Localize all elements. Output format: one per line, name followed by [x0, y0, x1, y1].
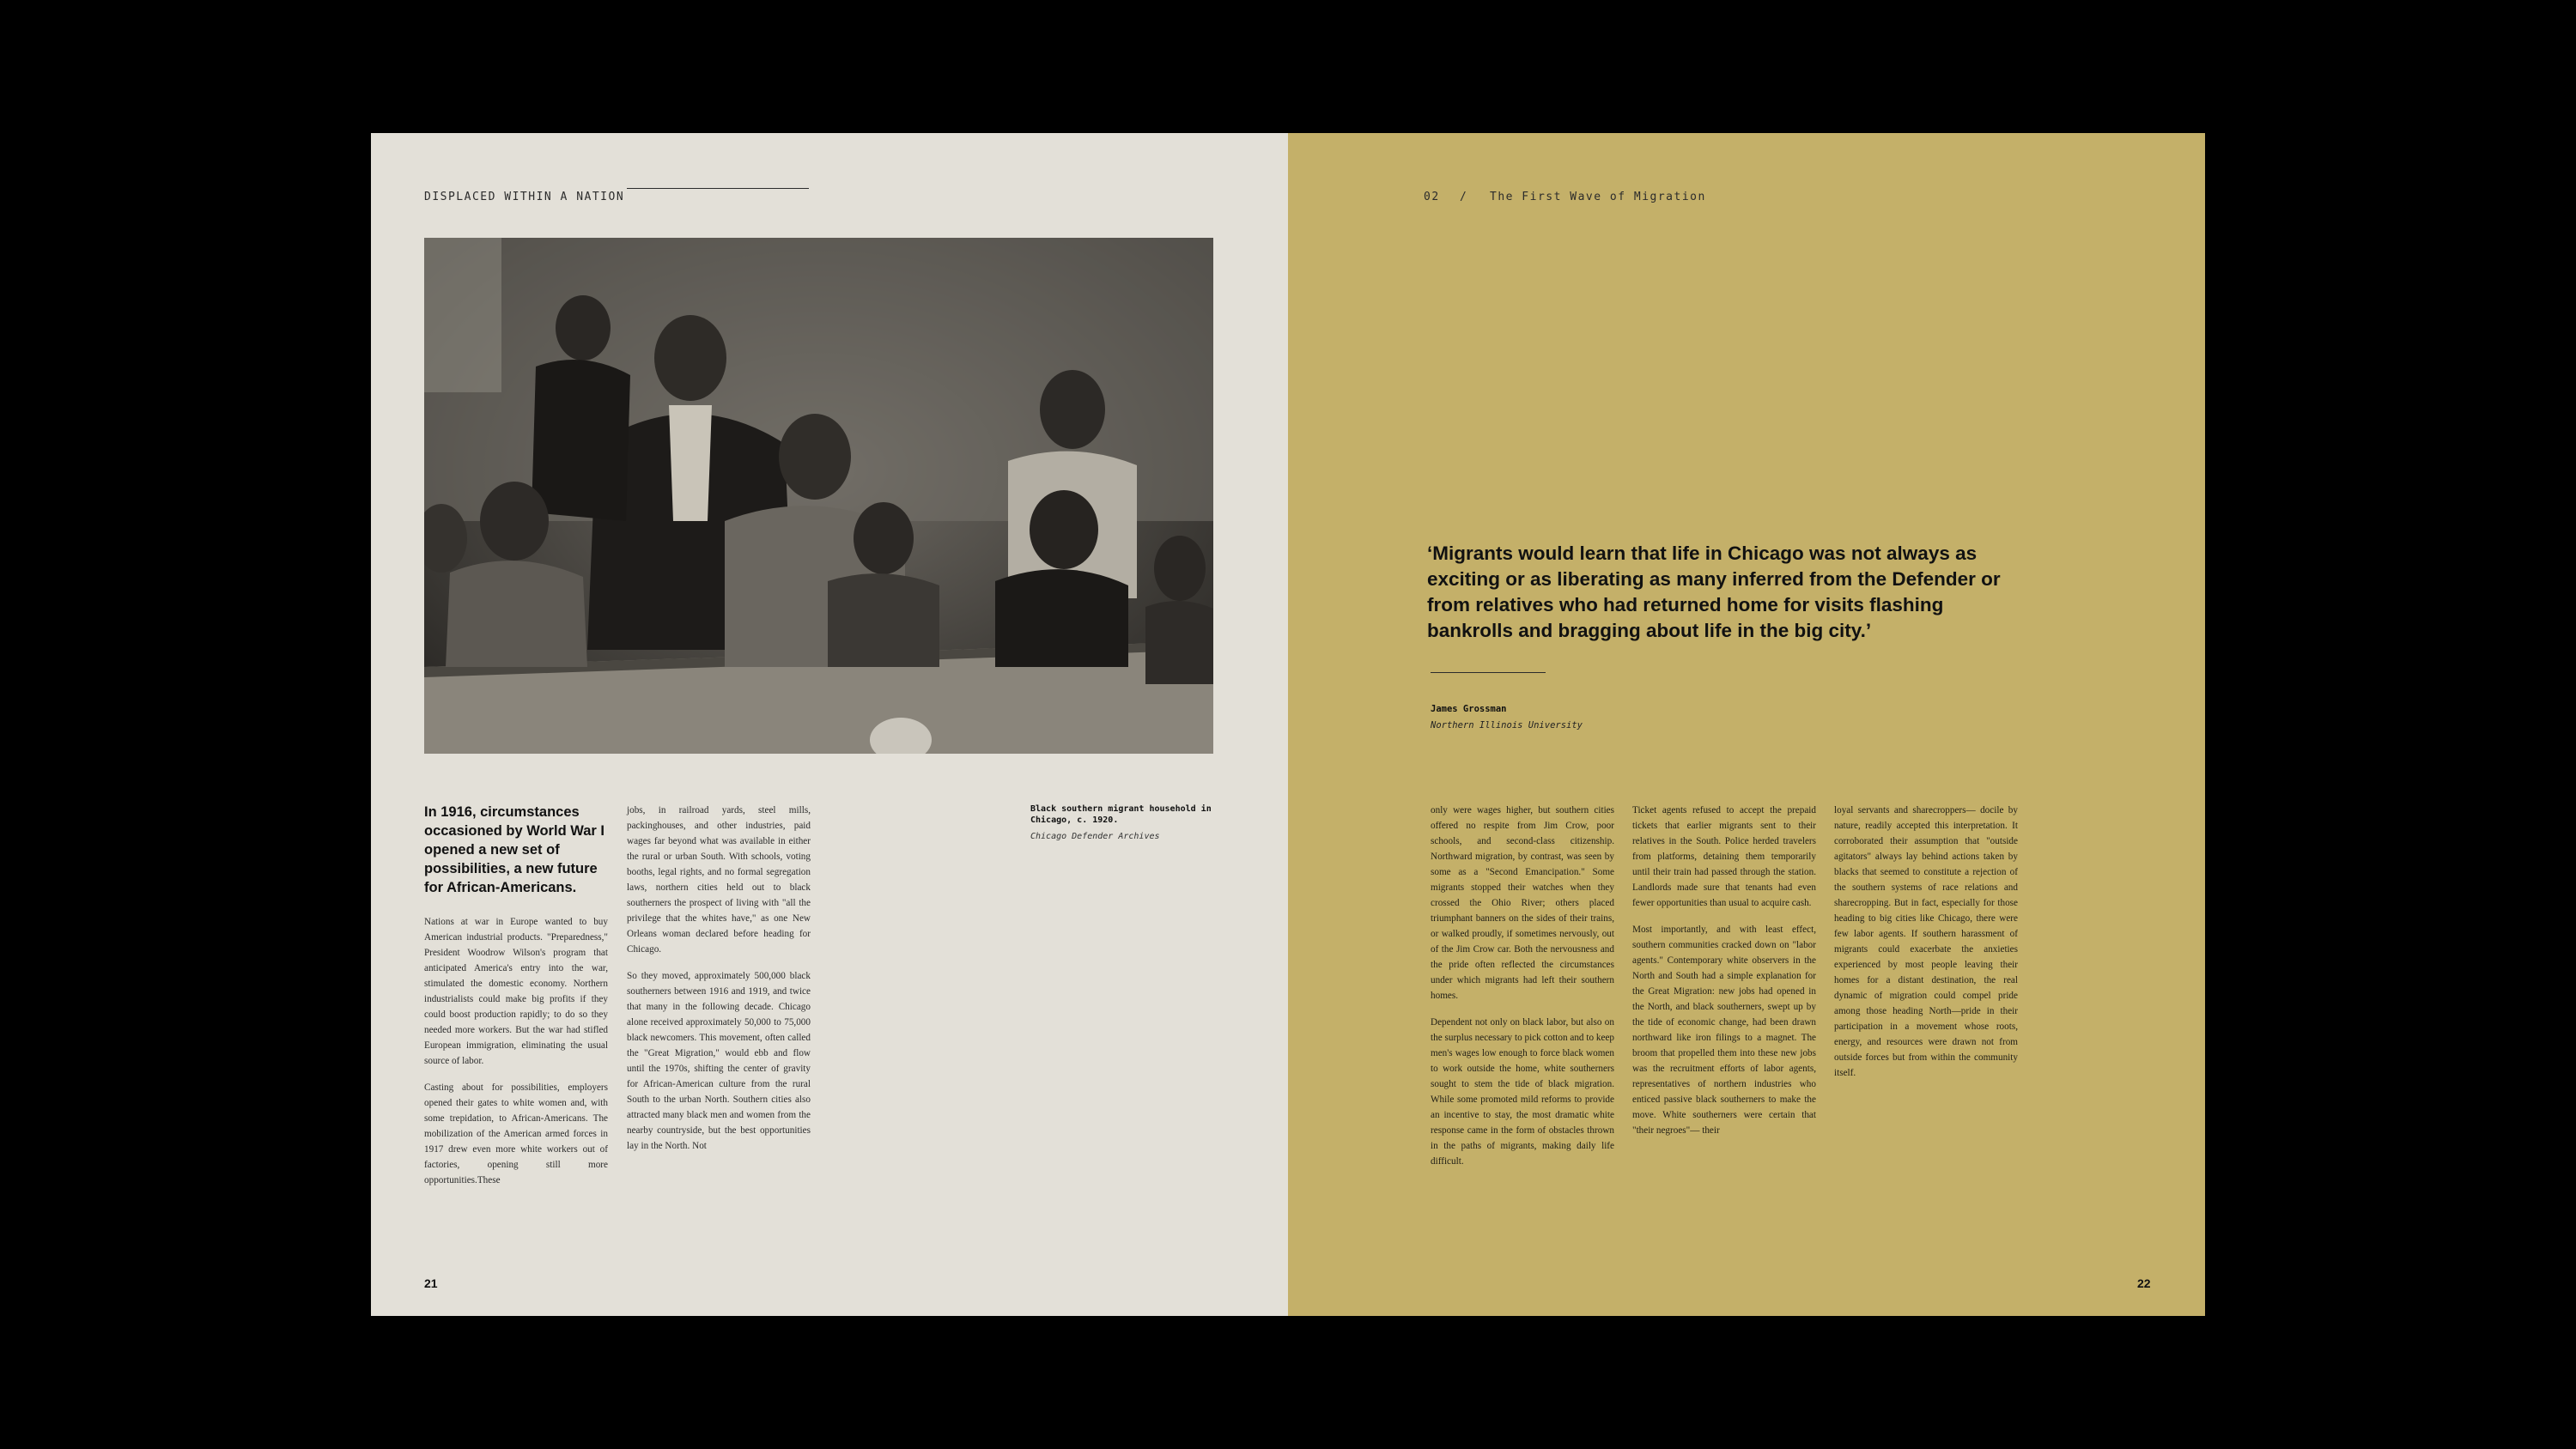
body-paragraph: Dependent not only on black labor, but also on the surplus necessary to pick cotton and to keep men's wages low enough to force black women to work outside the home, white southerners sought to stem the tide of black migration. While some promoted mild reforms to provide an incentive to stay, the most dramatic white response came in the form of obstacles thrown in the paths of migrants, making daily life difficult. — [1431, 1017, 1614, 1167]
quote-attribution-name: James Grossman — [1431, 704, 1507, 714]
body-column-3 — [1431, 803, 1614, 1169]
page-number-left: 21 — [424, 1276, 438, 1290]
body-column-5 — [1834, 803, 2018, 1081]
magazine-spread — [371, 133, 2205, 1316]
body-paragraph: Most importantly, and with least effect, southern communities cracked down on "labor agents." Contemporary white observers in the North and South had a simple explanation for the Great Migration: new jobs had opened in the North, and black southerners, swept up by the tide of economic change, had been drawn northward like iron filings to a magnet. The broom that propelled them into these new jobs was the recruitment efforts of labor agents, representatives of northern industries who enticed passive black southerners to make the move. White southerners were certain that "their negroes"— their — [1632, 925, 1816, 1136]
body-paragraph: So they moved, approximately 500,000 black southerners between 1916 and 1919, and twice that many in the following decade. Chicago alone received approximately 50,000 to 75,000 black newcomers. This movement, often called the "Great Migration," would ebb and flow until the 1970s, shifting the center of gravity for African-American culture from the rural South to the urban North. Southern cities also attracted many black men and women from the nearby countryside, but the best opportunities lay in the North. Not — [627, 971, 811, 1151]
photo-caption-source: Chicago Defender Archives — [1030, 832, 1160, 841]
lede-paragraph: In 1916, circumstances occasioned by World War I opened a new set of possibilities, a new future for African-Americans. — [424, 804, 605, 895]
running-head-rule — [627, 188, 809, 189]
left-page — [371, 133, 1288, 1316]
photo-caption-title: Black southern migrant household in Chicago, c. 1920. — [1030, 804, 1212, 825]
body-paragraph: Nations at war in Europe wanted to buy American industrial products. "Preparedness," President Woodrow Wilson's program that anticipated America's entry into the war, stimulated the domestic economy. Northern industrialists could make big profits if they could boost production rapidly; to do so they needed more workers. But the war had stifled European immigration, eliminating the usual source of labor. — [424, 917, 608, 1066]
body-paragraph: loyal servants and sharecroppers— docile by nature, readily accepted this interpretation. It corroborated their assumption that "outside agitators" always lay behind actions taken by blacks that seemed to constitute a rejection of the southern systems of race relations and sharecropping. But in fact, especially for those heading to big cities like Chicago, there were few labor agents. If southern harassment of migrants could exacerbate the anxieties experienced by most people leaving their homes for a distant destination, the real dynamic of migration could compel pride among those heading North—pride in their participation in a movement whose roots, energy, and resources were drawn not from outside forces but from within the community itself. — [1834, 805, 2018, 1078]
page-number-right: 22 — [2137, 1276, 2151, 1290]
pull-quote-rule — [1431, 672, 1546, 673]
body-paragraph: jobs, in railroad yards, steel mills, packinghouses, and other industries, paid wages far beyond what was available in either the rural or urban South. With schools, voting booths, legal rights, and no formal segregation laws, northern cities held out to black southerners the prospect of living with "all the privilege that the whites have," as one New Orleans woman declared before heading for Chicago. — [627, 805, 811, 955]
body-paragraph: Casting about for possibilities, employers opened their gates to white women and, with some trepidation, to African-Americans. The mobilization of the American armed forces in 1917 drew even more white workers out of factories, opening still more opportunities.These — [424, 1082, 608, 1185]
family-photo-illustration — [424, 238, 1213, 754]
chapter-separator: / — [1460, 191, 1468, 203]
right-page — [1288, 133, 2205, 1316]
body-paragraph: only were wages higher, but southern cities offered no respite from Jim Crow, poor schools, and second-class citizenship. Northward migration, by contrast, was seen by some as a "Second Emancipation." Some migrants stopped their watches when they crossed the Ohio River; others placed triumphant banners on the sides of their trains, or walked proudly, if sometimes nervously, out of the Jim Crow car. Both the nervousness and the pride often reflected the circumstances under which migrants had left their southern homes. — [1431, 805, 1614, 1001]
family-photo — [424, 238, 1213, 754]
pull-quote: ‘Migrants would learn that life in Chicago was not always as exciting or as liberating as many inferred from the Defender or from relatives who had returned home for visits flashing bankrolls and bragging about life in the big city.’ — [1427, 543, 2001, 641]
body-paragraph: Ticket agents refused to accept the prepaid tickets that earlier migrants sent to their relatives in the South. Police herded travelers from platforms, detaining them temporarily until their train had passed through the station. Landlords made sure that tenants had even fewer opportunities than usual to acquire cash. — [1632, 805, 1816, 908]
body-column-2 — [627, 803, 811, 1154]
quote-attribution-org: Northern Illinois University — [1431, 720, 1583, 731]
running-head: DISPLACED WITHIN A NATION — [424, 191, 625, 203]
chapter-title: The First Wave of Migration — [1490, 191, 1706, 203]
body-column-1 — [424, 914, 608, 1188]
body-column-4 — [1632, 803, 1816, 1138]
chapter-number: 02 — [1424, 191, 1440, 203]
